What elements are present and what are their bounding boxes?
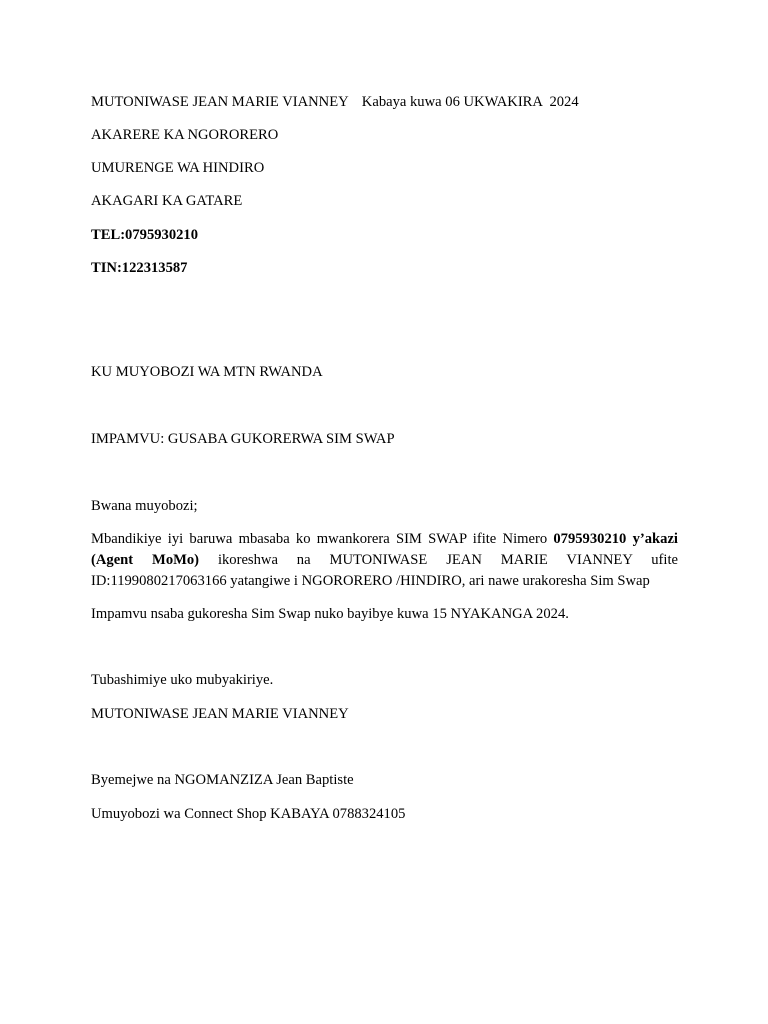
sender-tin: TIN:122313587 [91,260,188,276]
signature-name: MUTONIWASE JEAN MARIE VIANNEY [91,706,349,722]
sender-tel: TEL:0795930210 [91,227,199,243]
sender-header-line [91,94,579,111]
sender-sector: UMURENGE WA HINDIRO [91,160,265,176]
closing: Tubashimiye uko mubyakiriye. [91,672,274,688]
body-paragraph-2: Impamvu nsaba gukoresha Sim Swap nuko bayibye kuwa 15 NYAKANGA 2024. [91,606,569,622]
salutation: Bwana muyobozi; [91,498,198,514]
recipient: KU MUYOBOZI WA MTN RWANDA [91,364,323,380]
subject: IMPAMVU: GUSABA GUKORERWA SIM SWAP [91,431,395,447]
body-number-bold: 0795930210 y’akazi (Agent MoMo) [91,531,678,568]
place-date: Kabaya kuwa 06 UKWAKIRA 2024 [361,94,579,110]
endorsement-approved-by: Byemejwe na NGOMANZIZA Jean Baptiste [91,772,354,788]
body-text-1: Mbandikiye iyi baruwa mbasaba ko mwankorera SIM SWAP ifite Nimero [91,531,554,547]
sender-name: MUTONIWASE JEAN MARIE VIANNEY [91,94,349,110]
sender-cell: AKAGARI KA GATARE [91,193,243,209]
body-paragraph-1 [91,529,678,592]
endorsement-title: Umuyobozi wa Connect Shop KABAYA 0788324105 [91,806,406,822]
body-text-2: ikoreshwa na MUTONIWASE JEAN MARIE VIANNEY ufite ID:1199080217063166 yatangiwe i NGORORERO /HINDIRO, ari nawe urakoresha Sim Swap [91,552,678,589]
sender-district: AKARERE KA NGORORERO [91,127,279,143]
